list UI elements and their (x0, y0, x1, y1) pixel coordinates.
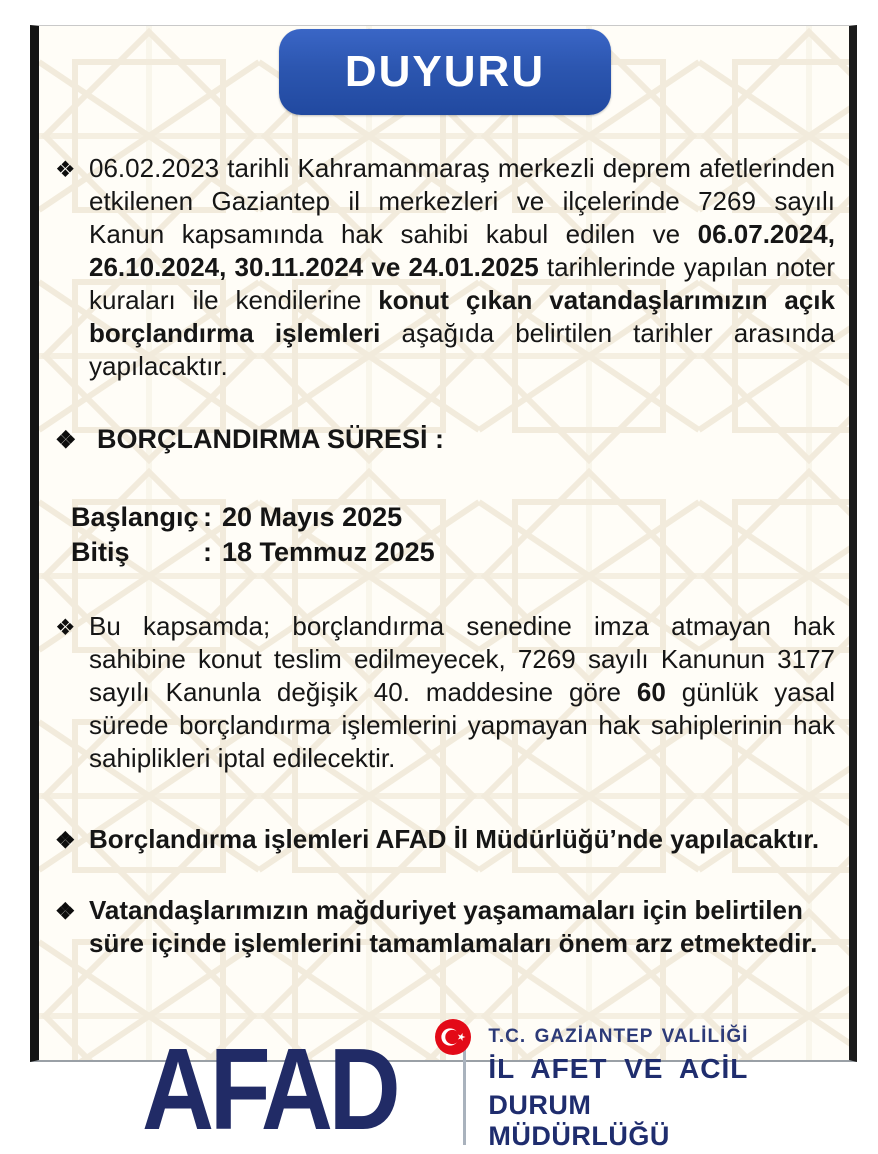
start-date-value: 20 Mayıs 2025 (222, 502, 403, 532)
announcement-banner (279, 29, 611, 115)
end-date-label: Bitiş (71, 537, 130, 567)
paragraph-eligibility (55, 152, 835, 383)
paragraph-text: günlük yasal sürede borçlandırma işlemlerini yapmayan hak sahiplerinin hak sahiplikleri iptal edilecektir. (89, 677, 835, 773)
housing-bold-text: konut çıkan vatandaşlarımızın açık borçlandırma işlemleri (89, 285, 835, 348)
diamond-bullet-icon: ❖ (55, 898, 76, 924)
start-date-row (71, 500, 835, 535)
date-range-block (71, 500, 835, 570)
dates-bold-text: 06.07.2024, 26.10.2024, 30.11.2024 ve 24.01.2025 (89, 219, 835, 282)
afad-footer-logo (55, 1026, 835, 1152)
paragraph-text: aşağıda belirtilen tarihler arasında yapılacaktır. (89, 318, 835, 381)
org-directorate-line-2: DURUM MÜDÜRLÜĞÜ (488, 1090, 670, 1151)
afad-logo-text: AFAD (141, 1024, 396, 1154)
document-content (39, 29, 849, 1152)
diamond-bullet-icon: ❖ (55, 614, 76, 640)
colon-separator: : (203, 502, 212, 532)
diamond-bullet-icon: ❖ (55, 827, 76, 853)
paragraph-reminder (55, 894, 835, 960)
paragraph-text: Bu kapsamda; borçlandırma senedine imza atmayan hak sahibine konut teslim edilmeyecek, 7269 sayılı Kanunun 3177 sayılı Kanunla değişik 40. maddesine göre (89, 611, 835, 707)
org-governorship-line: T.C. GAZİANTEP VALİLİĞİ (488, 1026, 749, 1047)
turkish-flag-crescent-star-icon (435, 1019, 471, 1055)
section-heading-debt-period (55, 423, 835, 456)
paragraph-text: 06.02.2023 tarihli Kahramanmaraş merkezli deprem afetlerinden etkilenen Gaziantep il merkezleri ve ilçelerinde 7269 sayılı Kanun kapsamında hak sahibi kabul edilen ve (89, 153, 835, 249)
diamond-bullet-icon: ❖ (55, 427, 77, 454)
paragraph-legal-warning (55, 610, 835, 775)
org-directorate-line-1: İL AFET VE ACİL (488, 1053, 749, 1084)
end-date-row (71, 535, 835, 570)
paragraph-text: Borçlandırma işlemleri AFAD İl Müdürlüğü’nde yapılacaktır. (89, 824, 820, 854)
organization-name-block (488, 1026, 748, 1152)
sixty-days-bold-text: 60 (636, 677, 666, 707)
document-frame (30, 25, 857, 1154)
page-title: DUYURU (344, 47, 546, 96)
paragraph-location (55, 823, 835, 856)
paragraph-text: tarihlerinde yapılan noter kuraları ile kendilerine (89, 252, 836, 315)
colon-separator: : (203, 537, 212, 567)
start-date-label: Başlangıç (71, 502, 199, 532)
diamond-bullet-icon: ❖ (55, 156, 76, 182)
heading-text: BORÇLANDIRMA SÜRESİ : (97, 424, 444, 454)
end-date-value: 18 Temmuz 2025 (222, 537, 435, 567)
afad-wordmark (141, 1024, 464, 1154)
paragraph-text: Vatandaşlarımızın mağduriyet yaşamamaları için belirtilen süre içinde işlemlerini tamamlamaları önem arz etmektedir. (89, 895, 818, 958)
